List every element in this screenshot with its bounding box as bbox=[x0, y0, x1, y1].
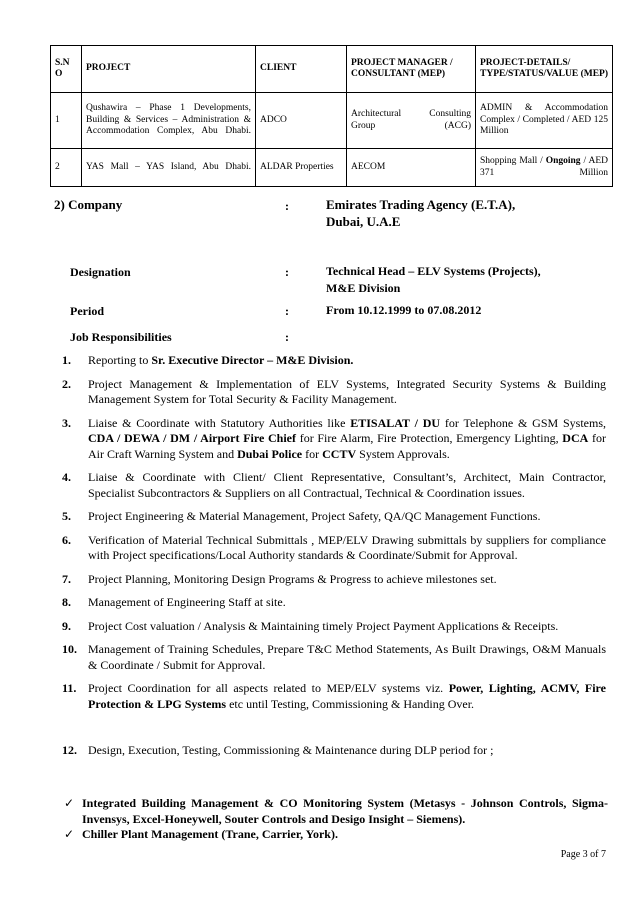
item-number: 8. bbox=[62, 595, 71, 609]
cell-project: YAS Mall – YAS Island, Abu Dhabi. bbox=[82, 149, 256, 187]
text-bold: Sr. Executive Director – M&E Division. bbox=[151, 353, 354, 367]
item-number: 11. bbox=[62, 681, 77, 695]
item-number: 1. bbox=[62, 353, 71, 367]
list-item bbox=[58, 572, 606, 588]
item-number: 4. bbox=[62, 470, 71, 484]
item-text: Management of Training Schedules, Prepare T&C Method Statements, As Built Drawings, O&M Manuals & Coordinate / Submit for Approval. bbox=[88, 642, 606, 672]
list-item bbox=[58, 353, 606, 369]
list-item bbox=[58, 377, 606, 408]
details-type: Shopping Mall / bbox=[480, 156, 543, 166]
checkmark-icon: ✓ bbox=[64, 796, 75, 810]
sub-item bbox=[64, 827, 608, 843]
header-project: PROJECT bbox=[82, 46, 256, 93]
table-row bbox=[51, 149, 613, 187]
cell-consultant: AECOM bbox=[347, 149, 476, 187]
text-part: for Fire Alarm, Fire Protection, Emergency Lighting, bbox=[296, 431, 563, 445]
cell-consultant: Architectural Consulting Group (ACG) bbox=[347, 93, 476, 149]
page-number: Page 3 of 7 bbox=[560, 849, 606, 860]
company-name-line1: Emirates Trading Agency (E.T.A), bbox=[326, 197, 516, 212]
text-part: Reporting to bbox=[88, 353, 152, 367]
text-bold: Power, Lighting, ACMV, Fire Protection & LPG Systems bbox=[88, 681, 606, 711]
company-name bbox=[326, 196, 515, 230]
list-item bbox=[58, 470, 606, 501]
cell-details bbox=[476, 149, 613, 187]
colon: : bbox=[285, 330, 289, 344]
item-text: Project Management & Implementation of ELV Systems, Integrated Security Systems & Building Management System for Total Security & Facility Management. bbox=[88, 376, 606, 406]
text-part: for Telephone & GSM Systems, bbox=[440, 415, 606, 430]
item-text bbox=[88, 681, 606, 712]
checkmark-icon: ✓ bbox=[64, 827, 75, 841]
cell-sno: 1 bbox=[51, 93, 82, 149]
company-name-line2: Dubai, U.A.E bbox=[326, 214, 401, 229]
list-item bbox=[58, 619, 606, 635]
job-responsibilities-label: Job Responsibilities bbox=[70, 330, 172, 344]
details-status: Ongoing bbox=[545, 156, 581, 166]
text-part: for Air Craft Warning System and bbox=[88, 431, 606, 461]
projects-table bbox=[50, 45, 613, 187]
list-item bbox=[58, 509, 606, 525]
text-part: Liaise & Coordinate with Statutory Authorities like bbox=[88, 415, 351, 430]
text-part: System Approvals. bbox=[356, 446, 450, 461]
sub-item-text: Integrated Building Management & CO Monitoring System (Metasys - Johnson Controls, Sigma-Invensys, Excel-Honeywell, Souter Controls and Desigo Insight – Siemens). bbox=[82, 796, 608, 826]
list-item bbox=[58, 416, 606, 463]
responsibilities-list bbox=[58, 353, 606, 767]
table-header-row bbox=[51, 46, 613, 93]
details-separator: / bbox=[580, 156, 589, 166]
item-text bbox=[88, 353, 606, 369]
sub-item bbox=[64, 796, 608, 827]
colon: : bbox=[285, 304, 289, 318]
colon: : bbox=[285, 265, 289, 279]
header-consultant: PROJECT MANAGER / CONSULTANT (MEP) bbox=[347, 46, 476, 93]
text-part: etc until Testing, Commissioning & Handing Over. bbox=[226, 696, 475, 711]
item-text bbox=[88, 416, 606, 463]
period-label: Period bbox=[70, 304, 104, 318]
company-heading: 2) Company bbox=[54, 197, 123, 212]
item-text: Project Cost valuation / Analysis & Maintaining timely Project Payment Applications & Receipts. bbox=[88, 618, 559, 633]
header-details: PROJECT-DETAILS/ TYPE/STATUS/VALUE (MEP) bbox=[476, 46, 613, 93]
list-item bbox=[58, 743, 606, 759]
item-number: 12. bbox=[62, 743, 77, 757]
period-value: From 10.12.1999 to 07.08.2012 bbox=[326, 303, 482, 317]
details-value: AED 371 Million bbox=[480, 156, 608, 178]
text-bold: CCTV bbox=[322, 446, 357, 461]
list-item bbox=[58, 595, 606, 611]
designation-value bbox=[326, 263, 541, 297]
text-bold: Dubai Police bbox=[237, 446, 303, 461]
item-text: Project Planning, Monitoring Design Programs & Progress to achieve milestones set. bbox=[88, 571, 497, 586]
list-item bbox=[58, 533, 606, 564]
designation-label: Designation bbox=[70, 265, 131, 279]
item-number: 7. bbox=[62, 571, 71, 586]
item-text: Design, Execution, Testing, Commissioning & Maintenance during DLP period for ; bbox=[88, 743, 494, 757]
designation-line2: M&E Division bbox=[326, 281, 401, 295]
cell-sno: 2 bbox=[51, 149, 82, 187]
item-number: 3. bbox=[62, 415, 71, 430]
item-text: Project Engineering & Material Management, Project Safety, QA/QC Management Functions. bbox=[88, 509, 541, 523]
sub-item-text: Chiller Plant Management (Trane, Carrier, York). bbox=[82, 827, 338, 841]
sub-items bbox=[64, 796, 608, 843]
cell-details: ADMIN & Accommodation Complex / Completed / AED 125 Million bbox=[476, 93, 613, 149]
cell-client: ADCO bbox=[256, 93, 347, 149]
cell-project: Qushawira – Phase 1 Developments, Building & Services – Administration & Accommodation Complex, Abu Dhabi. bbox=[82, 93, 256, 149]
item-number: 5. bbox=[62, 509, 71, 523]
header-client: CLIENT bbox=[256, 46, 347, 93]
item-number: 2. bbox=[62, 376, 71, 391]
colon: : bbox=[285, 199, 289, 213]
text-bold: ETISALAT / DU bbox=[350, 415, 441, 430]
cell-client: ALDAR Properties bbox=[256, 149, 347, 187]
list-item bbox=[58, 681, 606, 712]
text-bold: DCA bbox=[562, 431, 589, 445]
designation-line1: Technical Head – ELV Systems (Projects), bbox=[326, 264, 541, 278]
text-part: for bbox=[302, 446, 323, 461]
list-item bbox=[58, 642, 606, 673]
item-text: Management of Engineering Staff at site. bbox=[88, 595, 286, 609]
text-part: Project Coordination for all aspects related to MEP/ELV systems viz. bbox=[88, 681, 449, 695]
item-text: Liaise & Coordinate with Client/ Client Representative, Consultant’s, Architect, Main Contractor, Specialist Subcontractors & Suppliers on all Contractual, Technical & Coordination issues. bbox=[88, 470, 606, 500]
item-number: 10. bbox=[62, 642, 77, 656]
text-bold: CDA / DEWA / DM / Airport Fire Chief bbox=[88, 431, 296, 445]
item-text: Verification of Material Technical Submittals , MEP/ELV Drawing submittals by suppliers for compliance with Project specifications/Local Authority standards & Coordinate/Submit for Approval. bbox=[88, 532, 606, 562]
item-number: 9. bbox=[62, 618, 71, 633]
header-sno: S.N O bbox=[51, 46, 82, 93]
item-number: 6. bbox=[62, 532, 71, 547]
table-row bbox=[51, 93, 613, 149]
